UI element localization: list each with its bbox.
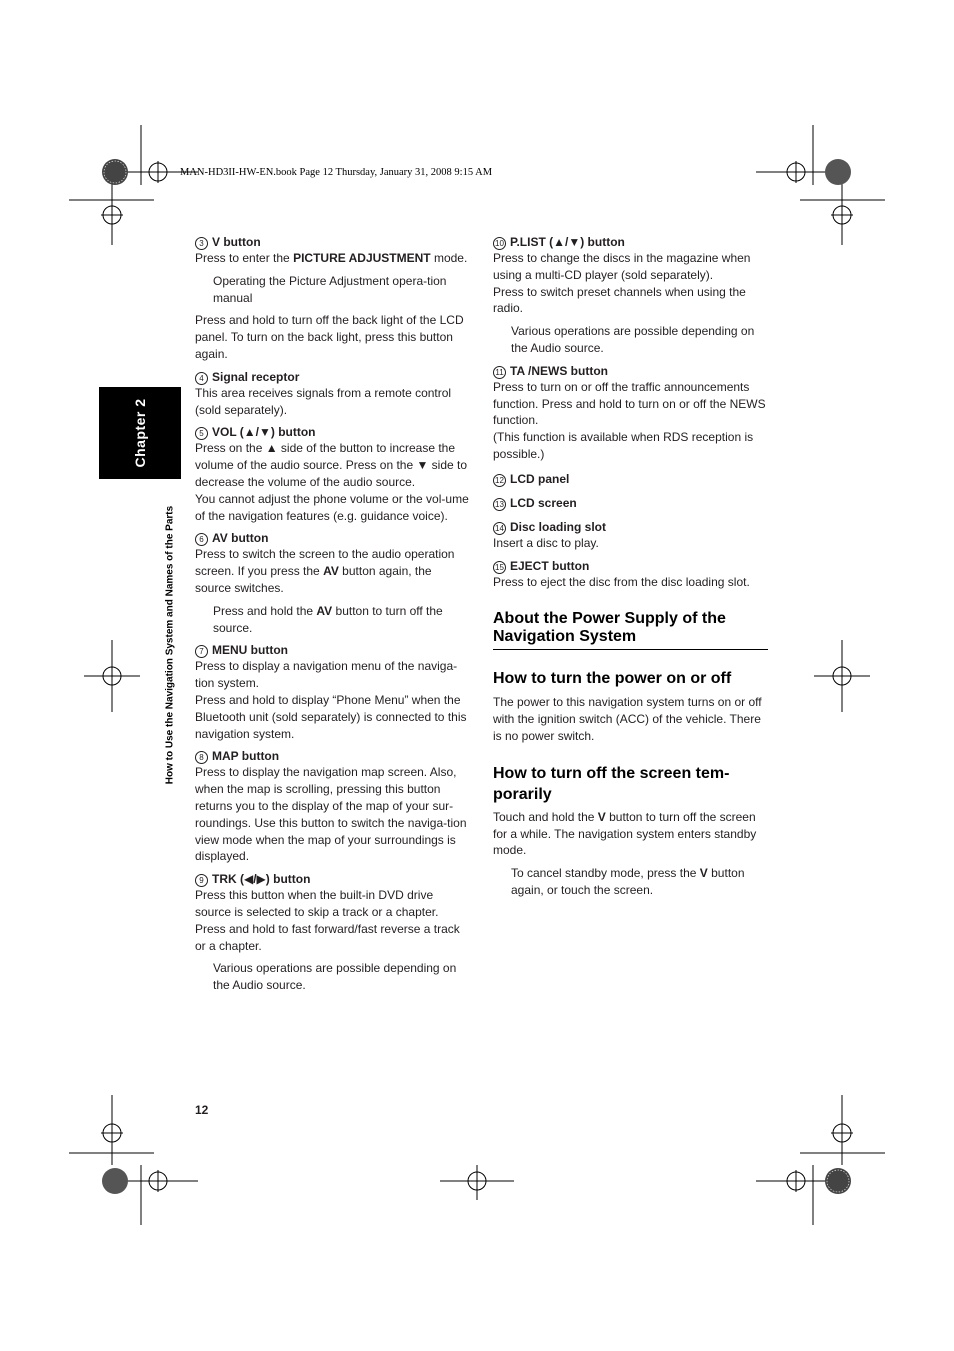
item-note: Various operations are possible depending on the Audio source. [213,961,457,993]
item-text: Press to display a navigation menu of the naviga-tion system. [195,659,458,691]
item-title: 14 Disc loading slot [493,519,768,535]
item-text: Press to eject the disc from the disc loading slot. [493,574,750,589]
item-title: 4 Signal receptor [195,369,470,385]
item-note: Press and hold the AV button to turn off the source. [213,603,443,635]
item-title: 3 V button [195,234,470,250]
item-note: Operating the Picture Adjustment opera-tion manual [213,273,447,305]
section-heading: About the Power Supply of the Navigation System [493,610,768,650]
item-note: Various operations are possible depending on the Audio source. [511,324,755,355]
item-text: This area receives signals from a remote control (sold separately). [195,385,452,417]
right-column [493,234,768,905]
item-text: Press to switch the screen to the audio operation screen. If you press the AV button again, the source switches. [195,547,455,595]
item-text: (This function is available when RDS reception is possible.) [493,430,754,461]
item-title: 6 AV button [195,530,470,546]
item-text: Press to change the discs in the magazine when using a multi-CD player (sold separately). [493,251,751,282]
item-text: You cannot adjust the phone volume or the vol-ume of the navigation features (e.g. guidance voice). [195,491,469,523]
item-title: 12 LCD panel [493,471,768,487]
file-header: MAN-HD3II-HW-EN.book Page 12 Thursday, January 31, 2008 9:15 AM [180,167,493,178]
subsection-heading: How to turn the power on or off [493,670,732,688]
item-title: 11 TA /NEWS button [493,363,768,379]
page-number: 12 [195,1103,209,1117]
section-text: Touch and hold the V button to turn off the screen for a while. The navigation system enters standby mode. [493,809,757,858]
item-text: Press on the ▲ side of the button to increase the volume of the audio source. Press on the ▼ side to decrease the volume of the audio source. [195,441,468,489]
item-text: Press and hold to turn off the back light of the LCD panel. To turn on the back light, press this button again. [195,313,464,361]
item-title: 13 LCD screen [493,495,768,511]
item-title: 10 P.LIST (▲/▼) button [493,234,768,250]
item-title: 8 MAP button [195,748,470,764]
side-title: How to Use the Navigation System and Names of the Parts [164,505,176,785]
item-text: Press and hold to display “Phone Menu” when the Bluetooth unit (sold separately) is connected to this navigation system. [195,692,467,741]
item-title: 9 TRK (◀/▶) button [195,871,470,887]
item-text: Press to switch preset channels when using the radio. [493,284,746,316]
section-text: The power to this navigation system turns on or off with the ignition switch (ACC) of the vehicle. There is no power switch. [493,695,762,743]
item-title: 15 EJECT button [493,558,768,574]
item-title: 7 MENU button [195,642,470,658]
item-text: Press to turn on or off the traffic announcements function. Press and hold to turn on or off the NEWS function. [493,379,766,428]
chapter-tab [99,387,181,479]
item-text: Press to enter the PICTURE ADJUSTMENT mode. [195,251,468,265]
subsection-heading: How to turn off the screen tem-porarily [493,764,730,803]
item-text: Press this button when the built-in DVD drive source is selected to skip a track or a chapter. Press and hold to fast forward/fast reverse a track or a chapter. [195,888,460,953]
item-title: 5 VOL (▲/▼) button [195,424,470,440]
chapter-label: Chapter 2 [132,398,148,468]
section-note: To cancel standby mode, press the V button again, or touch the screen. [511,866,745,897]
item-text: Insert a disc to play. [493,535,599,550]
item-text: Press to display the navigation map screen. Also, when the map is scrolling, pressing this button returns you to the display of the map of your sur-roundings. Use this button to switch the naviga-tion view mode when the map of your surroundings is displayed. [195,765,467,864]
left-column [195,234,470,1000]
